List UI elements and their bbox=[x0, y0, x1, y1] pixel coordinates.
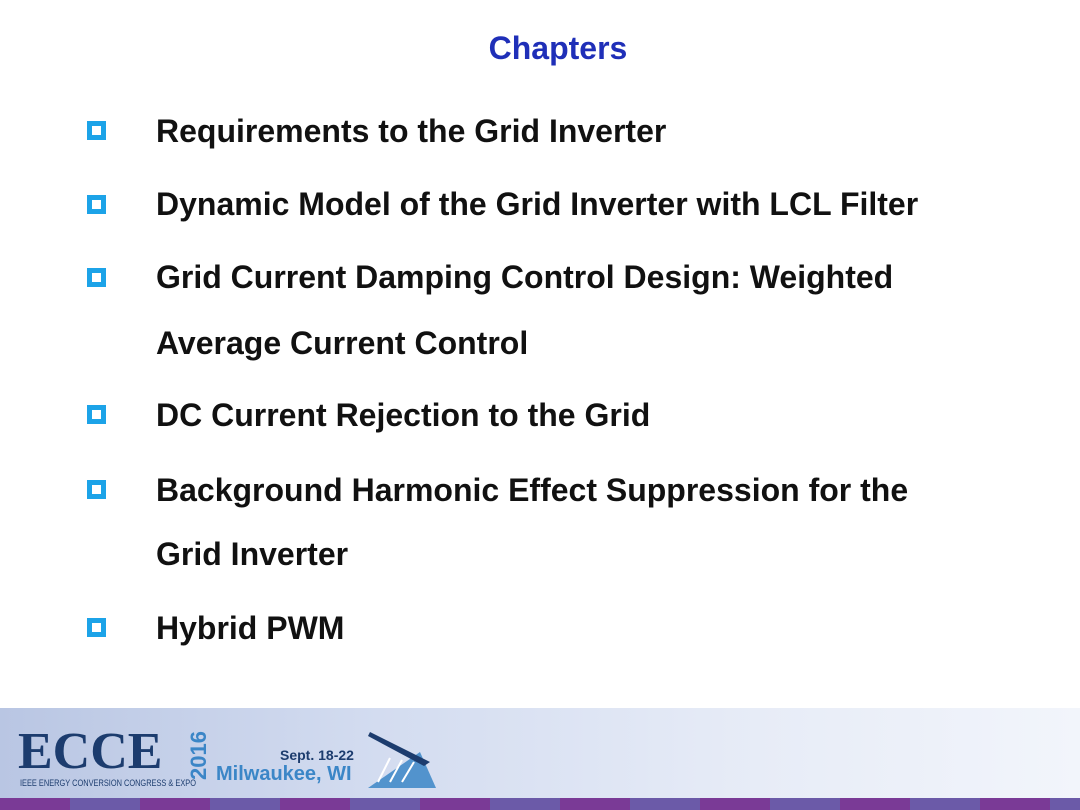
chapter-text: DC Current Rejection to the Grid bbox=[156, 397, 651, 433]
event-location: Milwaukee, WI bbox=[216, 763, 352, 785]
slide-title: Chapters bbox=[488, 30, 628, 66]
square-bullet-icon bbox=[87, 405, 106, 424]
chapter-text: Requirements to the Grid Inverter bbox=[156, 113, 667, 149]
footer-stripe bbox=[0, 798, 1080, 810]
square-bullet-icon bbox=[87, 480, 106, 499]
chapter-text: Dynamic Model of the Grid Inverter with LCL Filter bbox=[156, 186, 919, 222]
footer-banner bbox=[0, 708, 1080, 810]
event-dates: Sept. 18-22 bbox=[280, 747, 354, 763]
square-bullet-icon bbox=[87, 268, 106, 287]
logo-text: ECCE bbox=[18, 723, 163, 780]
square-bullet-icon bbox=[87, 121, 106, 140]
square-bullet-icon bbox=[87, 195, 106, 214]
logo-subtitle: IEEE ENERGY CONVERSION CONGRESS & EXPO bbox=[20, 778, 196, 788]
ecce-logo bbox=[18, 718, 438, 798]
logo-year: 2016 bbox=[186, 731, 211, 780]
chapter-text: Background Harmonic Effect Suppression for the bbox=[156, 472, 909, 508]
chapter-text-continuation: Average Current Control bbox=[156, 325, 529, 361]
chapter-text-continuation: Grid Inverter bbox=[156, 536, 349, 572]
square-bullet-icon bbox=[87, 618, 106, 637]
chapter-text: Grid Current Damping Control Design: Weighted bbox=[156, 259, 894, 295]
chapter-text: Hybrid PWM bbox=[156, 610, 345, 646]
art-museum-icon bbox=[368, 732, 436, 788]
